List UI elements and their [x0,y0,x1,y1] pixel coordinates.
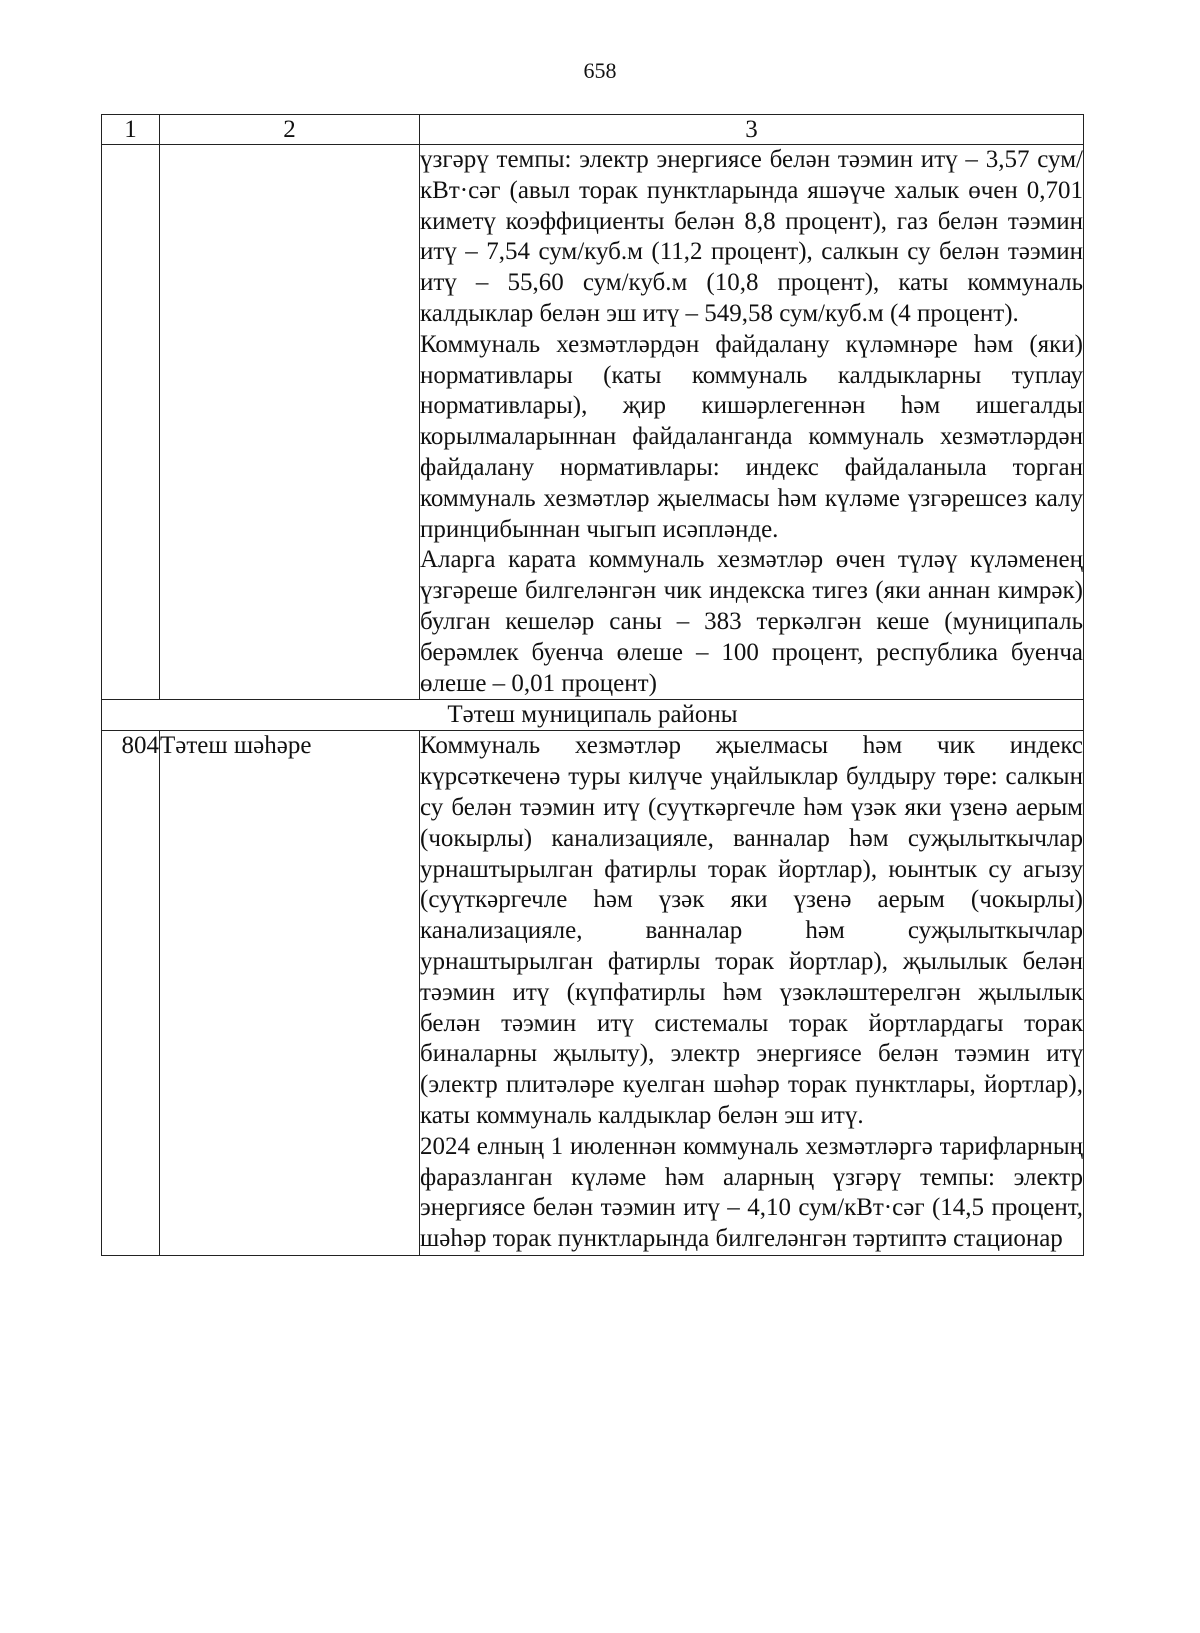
description-paragraph: 2024 елның 1 июленнән коммуналь хезмәтләргә тарифларның фаразланган күләме һәм аларның үзгәрү темпы: электр энергиясе белән тәэмин итү – 4,10 сум/кВт·сәг (14,5 процент, шәһәр торак пунктларында билгеләнгән тәртиптә стационар [420,1132,1083,1253]
table-row [102,731,1084,1256]
row-description [420,145,1084,700]
table-header-row [102,115,1084,145]
district-heading: Тәтеш муниципаль районы [102,700,1084,731]
locality-name: Тәтеш шәһәре [160,731,420,1256]
description-paragraph: Коммуналь хезмәтләрдән файдалану күләмнәре һәм (яки) нормативлары (каты коммуналь калдыкларны туплау нормативлары), җир кишәрлегеннән һәм ишегалды корылмаларыннан файдаланганда коммуналь хезмәтләрдән файдалану нормативлары: индекс файдаланыла торган коммуналь хезмәтләр җыелмасы һәм күләме үзгәрешсез калу принцибыннан чыгып исәпләнде. [420,330,1083,543]
tariff-table [101,114,1084,1256]
locality-name [160,145,420,700]
description-paragraph: үзгәрү темпы: электр энергиясе белән тәэмин итү – 3,57 сум/кВт·сәг (авыл торак пунктларында яшәүче халык өчен 0,701 киметү коэффициенты белән 8,8 процент), газ белән тәэмин итү – 7,54 сум/куб.м (11,2 процент), салкын су белән тәэмин итү – 55,60 сум/куб.м (10,8 процент), каты коммуналь калдыклар белән эш итү – 549,58 сум/куб.м (4 процент). [420,146,1083,327]
row-number: 804 [102,731,160,1256]
table-row [102,145,1084,700]
column-header-1: 1 [102,115,160,145]
row-description [420,731,1084,1256]
row-number [102,145,160,700]
column-header-2: 2 [160,115,420,145]
page-number: 658 [583,58,617,83]
column-header-3: 3 [420,115,1084,145]
description-paragraph: Коммуналь хезмәтләр җыелмасы һәм чик индекс күрсәткеченә туры килүче уңайлыклар булдыру төре: салкын су белән тәэмин итү (суүткәргечле һәм үзәк яки үзенә аерым (чокырлы) канализацияле, ванналар һәм суҗылыткычлар урнаштырылган фатирлы торак йортлар), юынтык су агызу (суүткәргечле һәм үзәк яки үзенә аерым (чокырлы) канализацияле, ванналар һәм суҗылыткычлар урнаштырылган фатирлы торак йортлар), җылылык белән тәэмин итү (күпфатирлы һәм үзәкләштерелгән җылылык белән тәэмин итү системалы торак йортлардагы торак биналарны җылыту), электр энергиясе белән тәэмин итү (электр плитәләре куелган шәһәр торак пунктлары, йортлар), каты коммуналь калдыклар белән эш итү. [420,732,1083,1129]
district-row [102,700,1084,731]
description-paragraph: Аларга карата коммуналь хезмәтләр өчен түләү күләменең үзгәреше билгеләнгән чик индекска тигез (яки аннан кимрәк) булган кешеләр саны – 383 теркәлгән кеше (муниципаль берәмлек буенча өлеше – 100 процент, республика буенча өлеше – 0,01 процент) [420,546,1083,697]
